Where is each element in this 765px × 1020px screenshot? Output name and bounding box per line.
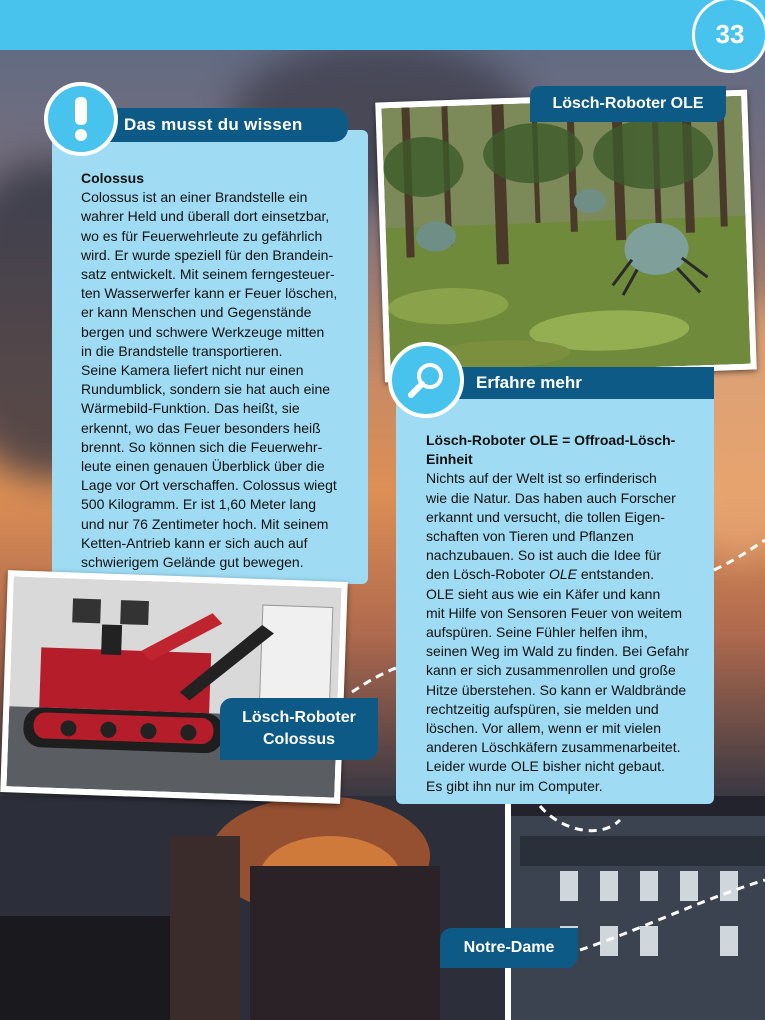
text-line: Seine Kamera liefert nicht nur einen [81, 362, 304, 379]
page-number: 33 [692, 0, 765, 73]
caption-colossus-line1: Lösch-Roboter [242, 709, 356, 726]
text-line: leute einen genauen Überblick über die [81, 458, 325, 475]
text-line: aufspüren. Seine Fühler helfen ihm, [426, 624, 648, 641]
text-line: kann er sich zusammenrollen und große [426, 662, 676, 679]
text-line: ten Wasserwerfer kann er Feuer löschen, [81, 285, 338, 302]
text-line [426, 565, 708, 584]
text-line: anderen Löschkäfern zusammenarbeitet. [426, 739, 681, 756]
text-line: mit Hilfe von Sensoren Feuer von weitem [426, 604, 682, 621]
text-line: löschen. Vor allem, wenn er mit vielen [426, 720, 661, 737]
text-line: nachzubauen. So ist auch die Idee für [426, 547, 662, 564]
text-line: wo es für Feuerwehrleute zu gefährlich [81, 227, 323, 244]
colossus-illustration [6, 576, 341, 797]
caption-colossus [220, 698, 378, 760]
text-line: in die Brandstelle transportieren. [81, 342, 283, 359]
more-box-title: Erfahre mehr [410, 367, 714, 399]
text-line: wird. Er wurde speziell für den Brandein- [81, 246, 334, 263]
info-box-title: Das musst du wissen [74, 108, 348, 142]
text-line: rechtzeitig aufspüren, sie melden und [426, 700, 659, 717]
more-box-heading: Einheit [426, 451, 473, 468]
forest-illustration [381, 96, 750, 376]
more-box-heading: Lösch-Roboter OLE = Offroad-Lösch- [426, 432, 676, 448]
text-line: Nichts auf der Welt ist so erfinderisch [426, 470, 657, 487]
magnifier-icon [388, 342, 464, 418]
text-span: den Lösch-Roboter [426, 566, 549, 583]
text-line: schwierigem Gelände gut bewegen. [81, 554, 304, 571]
text-line: Leider wurde OLE bisher nicht gebaut. [426, 758, 665, 775]
text-line: Es gibt ihn nur im Computer. [426, 777, 603, 794]
text-line: erkennt, wo das Feuer besonders heiß [81, 419, 321, 436]
text-span: entstanden. [576, 566, 655, 583]
text-line: Wärmebild-Funktion. Das heißt, sie [81, 400, 300, 417]
text-line: wahrer Held und überall dort einsetzbar, [81, 208, 330, 225]
caption-colossus-line2: Colossus [262, 731, 335, 748]
photo-ole-robot [375, 90, 757, 383]
text-line: schaften von Tieren und Pflanzen [426, 528, 634, 545]
text-line: er kann Menschen und Gegenstände [81, 304, 312, 321]
caption-ole: Lösch-Roboter OLE [530, 86, 726, 122]
photo-colossus-robot [0, 570, 348, 804]
notre-dame-illustration [0, 796, 765, 1020]
text-line: Rundumblick, sondern sie hat auch eine [81, 381, 331, 398]
text-line: Hitze überstehen. So kann er Waldbrände [426, 681, 687, 698]
text-line: satz entwickelt. Mit seinem ferngesteuer- [81, 266, 335, 283]
top-bar [0, 0, 765, 50]
info-box-heading: Colossus [81, 170, 145, 186]
text-line: Lage vor Ort verschaffen. Colossus wiegt [81, 477, 337, 494]
ole-italic: OLE [548, 566, 577, 583]
caption-notre-dame: Notre-Dame [440, 928, 578, 968]
photo-notre-dame [0, 796, 765, 1020]
text-line: OLE sieht aus wie ein Käfer und kann [426, 585, 661, 602]
text-line: bergen und schwere Werkzeuge mitten [81, 323, 325, 340]
text-line: Colossus ist an einer Brandstelle ein [81, 189, 308, 206]
text-line: 500 Kilogramm. Er ist 1,60 Meter lang [81, 496, 316, 513]
text-line: und nur 76 Zentimeter hoch. Mit seinem [81, 515, 329, 532]
more-box-text [426, 431, 708, 796]
text-line: Ketten-Antrieb kann er sich auch auf [81, 534, 308, 551]
text-line: wie die Natur. Das haben auch Forscher [426, 489, 676, 506]
text-line: brennt. So können sich die Feuerwehr- [81, 438, 323, 455]
info-box-text [81, 169, 361, 572]
text-line: seinen Weg im Wald zu finden. Bei Gefahr [426, 643, 690, 660]
text-line: erkannt und versucht, die tollen Eigen- [426, 508, 665, 525]
exclamation-icon [44, 82, 118, 156]
